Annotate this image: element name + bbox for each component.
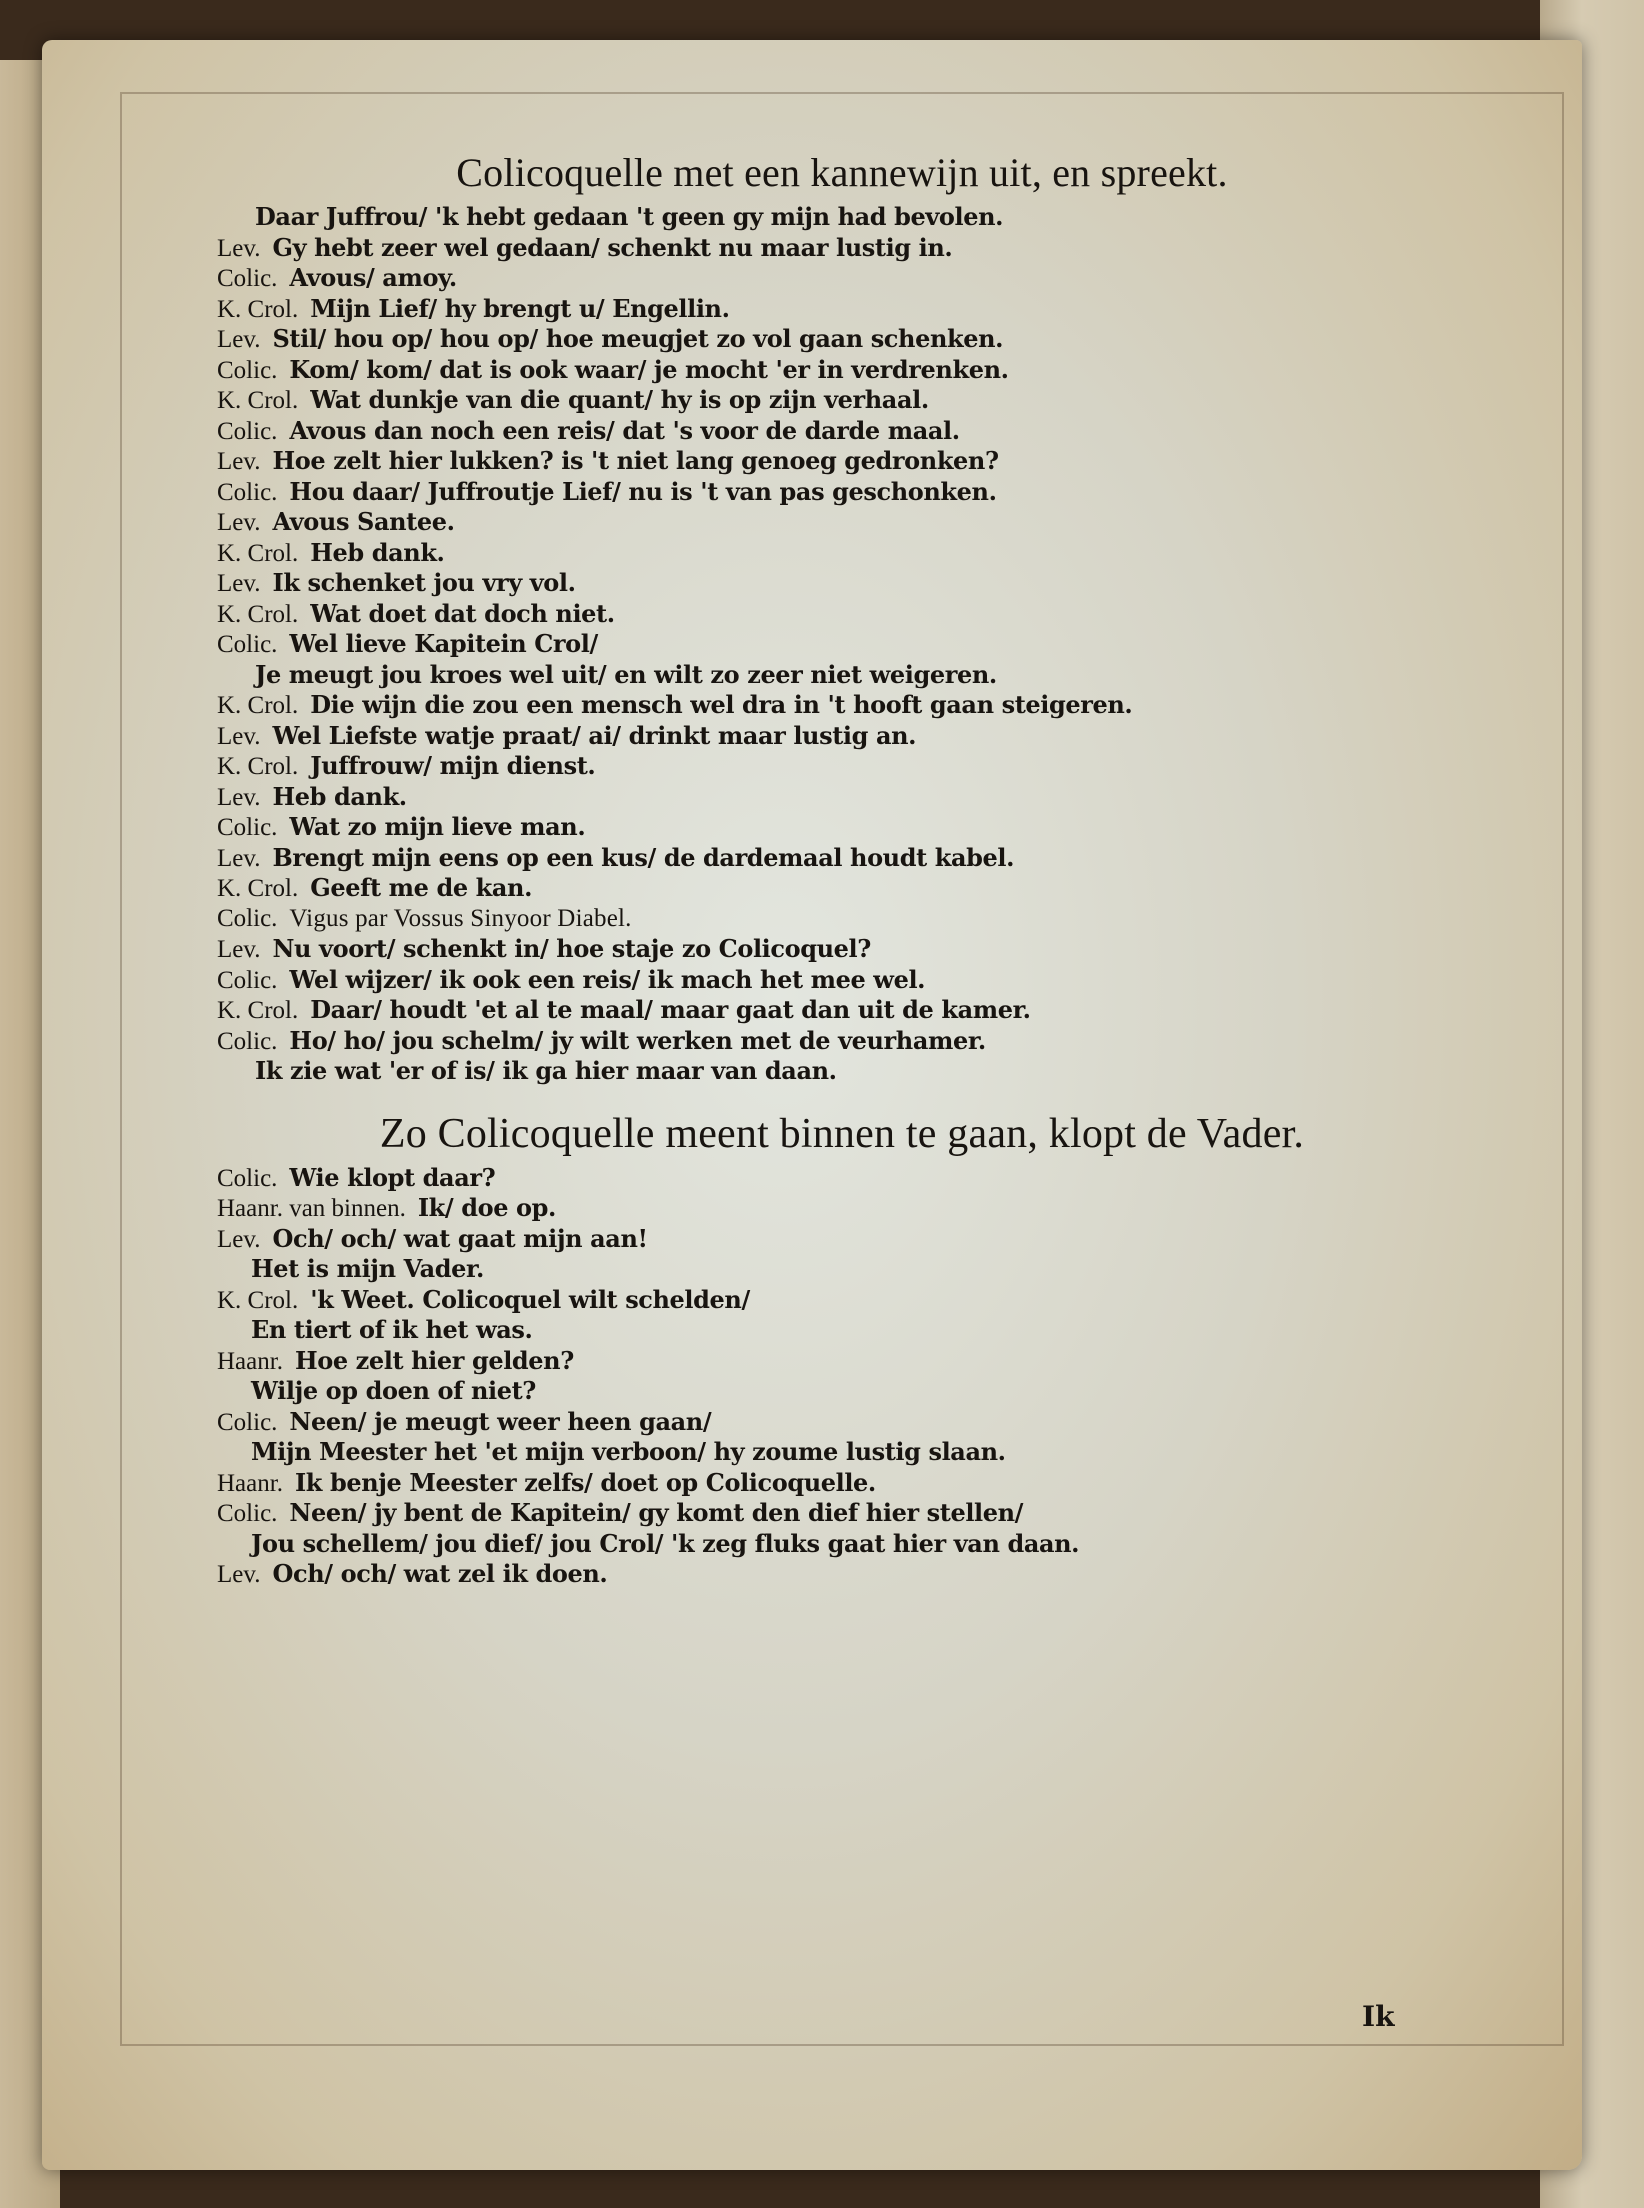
catchword: Ik <box>1362 2000 1395 2033</box>
speaker-name: Colic. <box>217 478 278 506</box>
dialogue-line <box>217 1254 1447 1285</box>
speech-text: Nu voort/ schenkt in/ hoe staje zo Colicoquel? <box>272 934 871 963</box>
speaker-name: Haanr. <box>217 1347 283 1375</box>
speaker-name: Haanr. van binnen. <box>217 1195 406 1222</box>
dialogue-line <box>217 1437 1447 1468</box>
speech-text: Och/ och/ wat gaat mijn aan! <box>272 1223 648 1253</box>
speaker-name: K. Crol. <box>217 600 299 628</box>
dialogue-line <box>217 843 1447 874</box>
dialogue-line <box>217 1163 1447 1194</box>
dialogue-line <box>217 751 1447 782</box>
page-text <box>217 148 1447 1590</box>
speech-text: Ik zie wat 'er of is/ ik ga hier maar van daan. <box>255 1056 837 1085</box>
speech-text: Wilje op doen of niet? <box>251 1376 536 1405</box>
speaker-name: Lev. <box>217 844 261 872</box>
speech-text: Mijn Lief/ hy brengt u/ Engellin. <box>310 293 730 323</box>
speech-text: Vigus par Vossus Sinyoor Diabel. <box>289 904 632 932</box>
book-page <box>42 40 1582 2170</box>
speaker-name: Lev. <box>217 1561 261 1588</box>
speech-text: Mijn Meester het 'et mijn verboon/ hy zoume lustig slaan. <box>251 1437 1006 1466</box>
dialogue-block-b <box>217 1163 1447 1590</box>
dialogue-line <box>217 294 1447 325</box>
dialogue-line <box>217 721 1447 752</box>
speaker-name: K. Crol. <box>217 539 299 567</box>
speech-text: Daar/ houdt 'et al te maal/ maar gaat dan uit de kamer. <box>310 995 1031 1024</box>
heading-mid: Zo Colicoquelle meent binnen te gaan, klopt de Vader. <box>379 1110 1305 1157</box>
speaker-name: Lev. <box>217 509 261 536</box>
speech-text: Die wijn die zou een mensch wel dra in 't hooft gaan steigeren. <box>310 690 1133 719</box>
speaker-name: K. Crol. <box>217 1286 299 1314</box>
speech-text: Gy hebt zeer wel gedaan/ schenkt nu maar lustig in. <box>272 232 953 262</box>
speech-text: Och/ och/ wat zel ik doen. <box>272 1559 608 1588</box>
speech-text: En tiert of ik het was. <box>251 1315 533 1344</box>
speaker-name: Lev. <box>217 783 261 811</box>
dialogue-line <box>217 934 1447 965</box>
speaker-name: Haanr. <box>217 1469 283 1497</box>
speech-text: Neen/ jy bent de Kapitein/ gy komt den dief hier stellen/ <box>289 1498 1024 1527</box>
speaker-name: Colic. <box>217 814 278 841</box>
dialogue-line <box>217 355 1447 386</box>
dialogue-line <box>217 324 1447 355</box>
speech-text: Ik schenket jou vry vol. <box>272 568 576 597</box>
dialogue-line <box>217 690 1447 721</box>
dialogue-line <box>217 1193 1447 1224</box>
speech-text: Avous/ amoy. <box>289 263 457 292</box>
speech-text: Kom/ kom/ dat is ook waar/ je mocht 'er in verdrenken. <box>289 354 1009 384</box>
speaker-name: Lev. <box>217 326 261 353</box>
dialogue-line <box>217 812 1447 843</box>
dialogue-line <box>217 629 1447 660</box>
dialogue-line <box>217 873 1447 904</box>
speaker-name: K. Crol. <box>217 875 299 902</box>
speaker-name: Colic. <box>217 1500 278 1527</box>
dialogue-line <box>217 385 1447 416</box>
speech-text: Ik/ doe op. <box>417 1193 556 1222</box>
speaker-name: Lev. <box>217 448 261 475</box>
dialogue-line <box>217 538 1447 569</box>
speech-text: Ho/ ho/ jou schelm/ jy wilt werken met de veurhamer. <box>289 1025 986 1055</box>
speaker-name: Lev. <box>217 234 261 262</box>
speech-text: Neen/ je meugt weer heen gaan/ <box>289 1406 712 1436</box>
dialogue-line <box>217 1026 1447 1057</box>
dialogue-line <box>217 1529 1447 1560</box>
speech-text: Wat doet dat doch niet. <box>310 598 615 628</box>
heading-top: Colicoquelle met een kannewijn uit, en spreekt. <box>456 150 1228 195</box>
dialogue-block-a <box>217 202 1447 1087</box>
dialogue-line <box>217 599 1447 630</box>
speaker-name: Colic. <box>217 1164 278 1192</box>
dialogue-line <box>217 1559 1447 1590</box>
speech-text: Hoe zelt hier gelden? <box>294 1345 574 1375</box>
dialogue-line <box>217 1056 1447 1087</box>
speech-text: Heb dank. <box>272 781 407 811</box>
speech-text: Daar Juffrou/ 'k hebt gedaan 't geen gy mijn had bevolen. <box>255 202 1004 231</box>
speaker-name: Colic. <box>217 966 278 994</box>
dialogue-line <box>217 446 1447 477</box>
dialogue-line <box>217 782 1447 813</box>
dialogue-line <box>217 263 1447 294</box>
speaker-name: Colic. <box>217 417 278 445</box>
speech-text: Wat zo mijn lieve man. <box>289 812 586 841</box>
speaker-name: Colic. <box>217 265 278 292</box>
speech-text: Avous dan noch een reis/ dat 's voor de darde maal. <box>289 415 960 445</box>
dialogue-line <box>217 1224 1447 1255</box>
speech-text: Wie klopt daar? <box>289 1162 496 1192</box>
dialogue-line <box>217 1498 1447 1529</box>
speech-text: Wat dunkje van die quant/ hy is op zijn verhaal. <box>310 385 929 414</box>
dialogue-line <box>217 477 1447 508</box>
dialogue-line <box>217 1407 1447 1438</box>
speech-text: Wel wijzer/ ik ook een reis/ ik mach het mee wel. <box>289 964 926 994</box>
speaker-name: Lev. <box>217 722 261 750</box>
dialogue-line <box>217 416 1447 447</box>
speech-text: Je meugt jou kroes wel uit/ en wilt zo zeer niet weigeren. <box>255 659 997 689</box>
speech-text: Juffrouw/ mijn dienst. <box>310 751 596 780</box>
dialogue-line <box>217 507 1447 538</box>
speaker-name: Lev. <box>217 936 261 963</box>
speaker-name: K. Crol. <box>217 295 299 323</box>
speech-text: Wel Liefste watje praat/ ai/ drinkt maar lustig an. <box>272 720 917 750</box>
speech-text: Ik benje Meester zelfs/ doet op Colicoquelle. <box>294 1467 876 1497</box>
dialogue-line <box>217 202 1447 233</box>
dialogue-line <box>217 1315 1447 1346</box>
speaker-name: Colic. <box>217 1027 278 1055</box>
dialogue-line <box>217 233 1447 264</box>
dialogue-line <box>217 1346 1447 1377</box>
speaker-name: K. Crol. <box>217 387 299 414</box>
speaker-name: Colic. <box>217 356 278 384</box>
speaker-name: Lev. <box>217 570 261 597</box>
speaker-name: K. Crol. <box>217 997 299 1024</box>
speaker-name: K. Crol. <box>217 753 299 780</box>
dialogue-line <box>217 660 1447 691</box>
speech-text: Brengt mijn eens op een kus/ de dardemaal houdt kabel. <box>272 842 1015 872</box>
dialogue-line <box>217 965 1447 996</box>
dialogue-line <box>217 568 1447 599</box>
speech-text: 'k Weet. Colicoquel wilt schelden/ <box>310 1284 750 1314</box>
speech-text: Geeft me de kan. <box>310 873 533 902</box>
speech-text: Het is mijn Vader. <box>251 1254 484 1283</box>
speech-text: Hoe zelt hier lukken? is 't niet lang genoeg gedronken? <box>272 446 999 475</box>
speech-text: Heb dank. <box>310 537 445 567</box>
speech-text: Wel lieve Kapitein Crol/ <box>289 629 598 658</box>
dialogue-line <box>217 1468 1447 1499</box>
speech-text: Stil/ hou op/ hou op/ hoe meugjet zo vol gaan schenken. <box>272 324 1004 353</box>
speech-text: Jou schellem/ jou dief/ jou Crol/ 'k zeg fluks gaat hier van daan. <box>251 1528 1080 1558</box>
speaker-name: Colic. <box>217 1408 278 1436</box>
speaker-name: Lev. <box>217 1225 261 1253</box>
speech-text: Hou daar/ Juffroutje Lief/ nu is 't van pas geschonken. <box>289 476 997 506</box>
dialogue-line <box>217 904 1447 935</box>
speaker-name: Colic. <box>217 904 278 932</box>
speech-text: Avous Santee. <box>272 507 455 536</box>
dialogue-line <box>217 995 1447 1026</box>
dialogue-line <box>217 1285 1447 1316</box>
dialogue-line <box>217 1376 1447 1407</box>
speaker-name: K. Crol. <box>217 692 299 719</box>
speaker-name: Colic. <box>217 631 278 658</box>
